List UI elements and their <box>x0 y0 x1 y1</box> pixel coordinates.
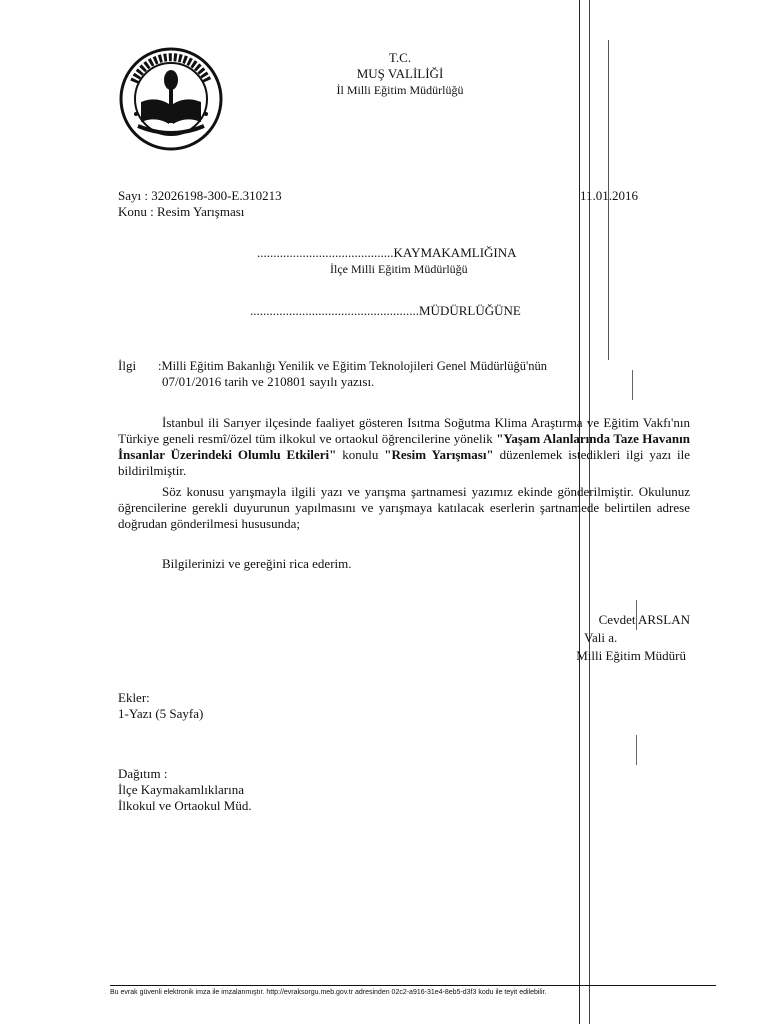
body-paragraph-1 <box>118 415 690 479</box>
distribution-item: İlçe Kaymakamlıklarına <box>118 782 244 797</box>
sayi-row <box>118 188 282 204</box>
header-valilik: MUŞ VALİLİĞİ <box>356 66 444 81</box>
konu-value: : Resim Yarışması <box>150 204 245 219</box>
body-p1-contest: "Resim Yarışması" <box>384 447 494 462</box>
body-p1-text: İstanbul ili Sarıyer ilçesinde faaliyet gösteren Isıtma Soğutma Klima Araştırma ve Eğitim Vakfı'nın Türkiye geneli resmî/özel tüm ilkokul ve ortaokul öğrencilerine yönelik <box>118 415 690 446</box>
body-paragraph-3: Bilgilerinizi ve gereğini rica ederim. <box>162 556 352 571</box>
konu-label: Konu <box>118 204 147 219</box>
signature-title2: Milli Eğitim Müdürü <box>576 648 686 663</box>
signature-title1: Vali a. <box>584 630 618 645</box>
header-tc: T.C. <box>388 50 412 65</box>
body-paragraph-2: Söz konusu yarışmayla ilgili yazı ve yarışma şartnamesi yazımız ekinde gönderilmiştir. Okulunuz öğrencilerine gerekli duyurunun yapılmasını ve yarışmaya katılacak eserlerin şartnamede belirtilen adrese doğrudan gönderilmesi hususunda; <box>118 484 690 531</box>
footer-rule <box>110 985 716 986</box>
ilgi-line2: 07/01/2016 tarih ve 210801 sayılı yazısı. <box>162 374 375 389</box>
sayi-value: : 32026198-300-E.310213 <box>144 188 282 203</box>
sayi-label: Sayı <box>118 188 142 203</box>
attachments-label: Ekler: <box>118 690 150 705</box>
addressee-dots: .......................................... <box>257 245 394 260</box>
addressee-dots: .................................................... <box>250 303 419 318</box>
scan-line <box>632 370 633 400</box>
addressee-mudurluk <box>250 303 521 319</box>
scan-line <box>636 735 637 765</box>
addressee-mudurluk-text: MÜDÜRLÜĞÜNE <box>419 303 521 318</box>
body-p1-topic: "Yaşam Alanlarında Taze Havanın İnsanlar Üzerindeki Olumlu Etkileri" <box>118 431 690 462</box>
distribution-item: İlkokul ve Ortaokul Müd. <box>118 798 252 813</box>
body-p1-end: düzenlemek istedikleri ilgi yazı ile bildirilmiştir. <box>118 447 690 478</box>
header-mudurluk: İl Milli Eğitim Müdürlüğü <box>336 83 464 97</box>
document-date: 11.01.2016 <box>580 188 639 203</box>
signature-name: Cevdet ARSLAN <box>598 612 690 627</box>
distribution-label: Dağıtım : <box>118 766 168 781</box>
ilgi-line1: :Milli Eğitim Bakanlığı Yenilik ve Eğitim Teknolojileri Genel Müdürlüğü'nün <box>158 359 547 373</box>
konu-row <box>118 204 244 220</box>
footer-verification: Bu evrak güvenli elektronik imza ile imzalanmıştır. http://evraksorgu.meb.gov.tr adresinden 02c2-a916-31e4-8eb5-d3f3 kodu ile teyit edilebilir. <box>110 989 547 996</box>
addressee-kaymakamlik <box>257 245 517 261</box>
addressee-ilce: İlçe Milli Eğitim Müdürlüğü <box>330 262 468 276</box>
addressee-kaymakamlik-text: KAYMAKAMLIĞINA <box>393 245 517 260</box>
ilgi-label: İlgi <box>118 358 137 373</box>
body-p1-mid: konulu <box>336 447 385 462</box>
ministry-emblem-icon <box>116 44 226 154</box>
attachment-item: 1-Yazı (5 Sayfa) <box>118 706 204 721</box>
